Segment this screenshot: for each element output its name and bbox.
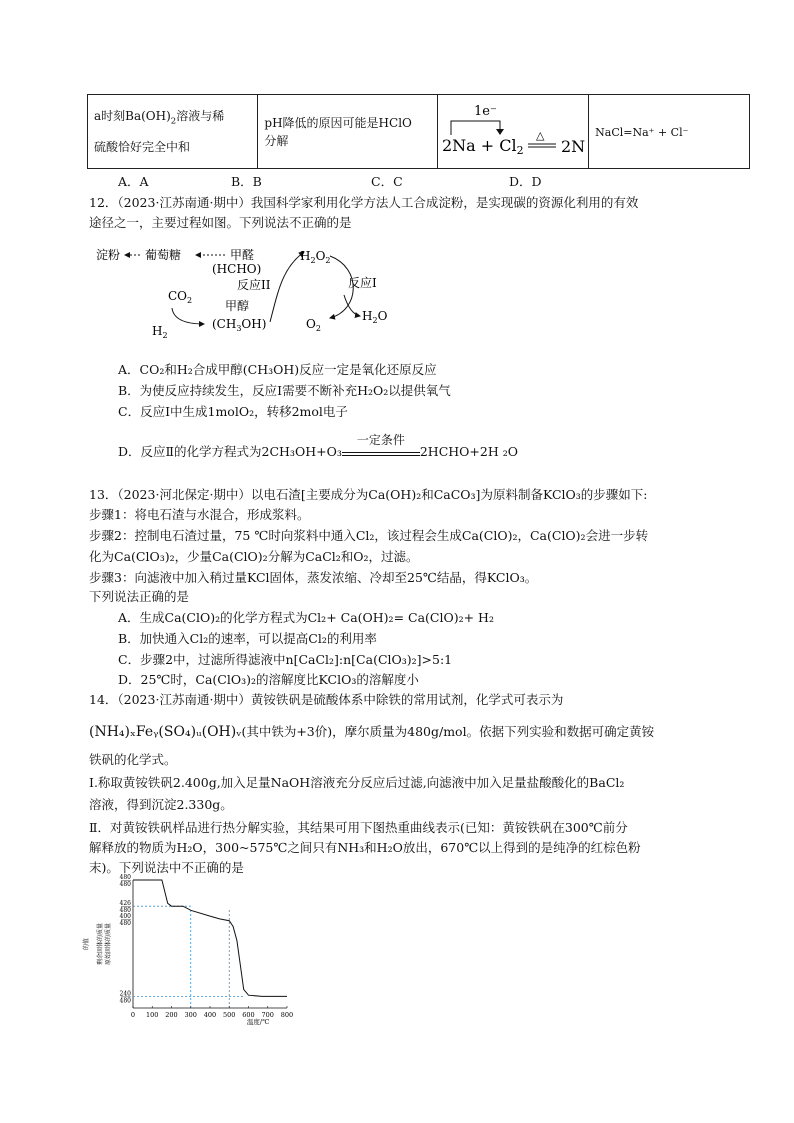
x-tick-label: 0 bbox=[130, 1011, 136, 1019]
q14-exp2-line3: 末)。下列说法中不正确的是 bbox=[89, 860, 244, 875]
q12-option-d bbox=[118, 433, 518, 460]
q11-option-c: C．C bbox=[371, 174, 403, 189]
y-axis-label-denominator: 原始固体的质量 bbox=[105, 922, 112, 966]
mass-curve bbox=[133, 880, 287, 996]
reaction2-label: 反应II bbox=[237, 278, 271, 292]
h2o2-label: $H_2O_2$ bbox=[300, 249, 331, 265]
x-tick-label: 600 bbox=[242, 1011, 255, 1019]
x-tick-label: 100 bbox=[146, 1011, 159, 1019]
glucose-label: 葡萄糖 bbox=[145, 248, 182, 262]
cell1-text-b: 溶液与稀 bbox=[176, 108, 225, 123]
equation-bars bbox=[342, 452, 420, 456]
y-tick-numerator: 240 bbox=[119, 990, 131, 998]
x-tick-label: 400 bbox=[203, 1011, 217, 1019]
cell1-sub: 2 bbox=[170, 116, 177, 127]
electron-label: 1e⁻ bbox=[474, 104, 497, 119]
q13-option-d: D．25℃时，Ca(ClO₃)₂的溶解度比KClO₃的溶解度小 bbox=[118, 672, 419, 687]
q11-option-d: D．D bbox=[509, 174, 542, 189]
cell1-text: a时刻Ba(OH) bbox=[94, 108, 171, 123]
starch-label: 淀粉 bbox=[96, 248, 121, 262]
y-axis-label-group bbox=[82, 923, 112, 965]
q14-line3: 铁矾的化学式。 bbox=[89, 752, 177, 767]
q13-step3: 步骤3：向滤液中加入稍过量KCl固体，蒸发浓缩、冷却至25℃结晶，得KClO₃。 bbox=[89, 570, 538, 585]
answer-table bbox=[87, 94, 750, 169]
x-tick-label: 300 bbox=[184, 1011, 197, 1019]
q13-stem: 13．（2023·河北保定·期中）以电石渣[主要成分为Ca(OH)₂和CaCO₃]为原料制备KClO₃的步骤如下: bbox=[89, 487, 648, 502]
heat-symbol: △ bbox=[536, 129, 545, 142]
q12-option-a: A．CO₂和H₂合成甲醇(CH₃OH)反应一定是氧化还原反应 bbox=[118, 362, 437, 377]
x-axis-label: 温度/℃ bbox=[246, 1018, 270, 1026]
reaction-condition bbox=[342, 433, 420, 456]
co2-label: $CO_2$ bbox=[168, 289, 193, 305]
y-tick-denominator: 480 bbox=[119, 997, 131, 1005]
q14-exp1-line1: Ⅰ.称取黄铵铁矾2.400g,加入足量NaOH溶液充分反应后过滤,向滤液中加入足量盐酸酸化的BaCl₂ bbox=[89, 775, 625, 790]
q13-step1: 步骤1：将电石渣与水混合，形成浆料。 bbox=[89, 507, 310, 522]
o2-label: $O_2$ bbox=[306, 317, 321, 333]
table-cell-4 bbox=[589, 95, 750, 169]
thermogravimetric-chart bbox=[83, 874, 300, 1026]
q13-option-b: B．加快通入Cl₂的速率，可以提高Cl₂的利用率 bbox=[118, 631, 377, 646]
product-label: 2N bbox=[561, 137, 586, 156]
q12-stem-line2: 途径之一，主要过程如图。下列说法不正确的是 bbox=[89, 215, 352, 230]
q13-step2-line1: 步骤2：控制电石渣过量，75 ℃时向浆料中通入Cl₂，该过程会生成Ca(ClO)₂，Ca(ClO)₂会进一步转 bbox=[89, 528, 649, 543]
y-tick-denominator: 480 bbox=[119, 919, 131, 927]
q11-option-b: B．B bbox=[231, 174, 262, 189]
q14-formula: (NH₄)ₓFeᵧ(SO₄)ᵤ(OH)ᵥ bbox=[89, 724, 242, 740]
reaction1-label: 反应I bbox=[348, 276, 377, 290]
arrow-head bbox=[496, 129, 504, 135]
q12-option-d-suffix: 2HCHO+2H ₂O bbox=[419, 444, 518, 459]
x-tick-label: 800 bbox=[280, 1011, 294, 1019]
q12-stem-line1: 12．（2023·江苏南通·期中）我国科学家利用化学方法人工合成淀粉，是实现碳的资源化利用的有效 bbox=[89, 195, 639, 210]
q14-formula-tail: (其中铁为+3价)，摩尔质量为480g/mol。依据下列实验和数据可确定黄铵 bbox=[241, 724, 655, 739]
cell2-line2: 分解 bbox=[264, 133, 289, 148]
cell2-line1: pH降低的原因可能是HClO bbox=[264, 115, 412, 130]
q13-ask: 下列说法正确的是 bbox=[89, 589, 190, 604]
q12-option-d-prefix: D．反应Ⅱ的化学方程式为2CH₃OH+O₃ bbox=[118, 444, 342, 459]
q14-exp1-line2: 溶液，得到沉淀2.330g。 bbox=[89, 797, 233, 812]
electron-arrow bbox=[451, 121, 500, 135]
methanol-to-formaldehyde-arrow bbox=[270, 252, 304, 322]
q14-exp2-line1: Ⅱ．对黄铵铁矾样品进行热分解实验，其结果可用下图热重曲线表示(已知：黄铵铁矾在300℃前分 bbox=[89, 820, 628, 835]
y-axis-label-numerator: 剩余固体的质量 bbox=[97, 922, 104, 966]
q14-stem: 14．（2023·江苏南通·期中）黄铵铁矾是硫酸体系中除铁的常用试剂，化学式可表示为 bbox=[89, 692, 564, 707]
y-tick-numerator: 480 bbox=[119, 874, 131, 881]
q14-exp2-line2: 解释放的物质为H₂O，300~575℃之间只有NH₃和H₂O放出，670℃以上得到的是纯净的红棕色粉 bbox=[89, 840, 641, 855]
q12-option-c: C．反应I中生成1molO₂，转移2mol电子 bbox=[118, 404, 348, 419]
hcho-label: (HCHO) bbox=[212, 262, 262, 276]
methanol-label: 甲醇 bbox=[225, 299, 250, 313]
q13-option-c: C．步骤2中，过滤所得滤液中n[CaCl₂]:n[Ca(ClO₃)₂]>5:1 bbox=[118, 652, 453, 667]
y-tick-numerator: 426 bbox=[119, 900, 131, 908]
ch3oh-label: $(CH_3OH)$ bbox=[212, 317, 267, 333]
y-tick-numerator: 400 bbox=[119, 912, 131, 920]
cell4-text: NaCl=Na⁺ + Cl⁻ bbox=[595, 125, 689, 139]
y-tick-denominator: 480 bbox=[119, 907, 131, 915]
table-cell-2 bbox=[258, 95, 438, 169]
x-tick-label: 700 bbox=[261, 1011, 274, 1019]
q13-step2-line2: 化为Ca(ClO₃)₂，少量Ca(ClO)₂分解为CaCl₂和O₂，过滤。 bbox=[89, 549, 419, 564]
starch-synthesis-diagram bbox=[92, 238, 412, 338]
h2o-label: $H_2O$ bbox=[362, 309, 388, 325]
y-tick-denominator: 480 bbox=[119, 881, 131, 888]
q13-option-a: A．生成Ca(ClO)₂的化学方程式为Cl₂+ Ca(OH)₂= Ca(ClO)₂+ H₂ bbox=[118, 610, 494, 625]
reactants-label: 2Na + Cl2 bbox=[442, 136, 524, 157]
x-tick-label: 500 bbox=[223, 1011, 236, 1019]
q14-formula-line bbox=[89, 722, 654, 740]
h2-label: $H_2$ bbox=[152, 324, 168, 340]
q12-option-b: B．为使反应持续发生，反应I需要不断补充H₂O₂以提供氧气 bbox=[118, 383, 451, 398]
q11-option-a: A．A bbox=[118, 174, 149, 189]
table-cell-3 bbox=[438, 95, 589, 169]
y-axis-label-suffix: 的值 bbox=[83, 937, 90, 951]
electron-transfer-diagram bbox=[438, 95, 588, 165]
x-tick-label: 200 bbox=[165, 1011, 178, 1019]
condition-label: 一定条件 bbox=[356, 433, 405, 447]
cell1-line2: 硫酸恰好完全中和 bbox=[94, 140, 191, 155]
h2-co2-arrow bbox=[172, 308, 204, 324]
formaldehyde-label: 甲醛 bbox=[230, 248, 255, 262]
table-cell-1 bbox=[88, 95, 258, 169]
